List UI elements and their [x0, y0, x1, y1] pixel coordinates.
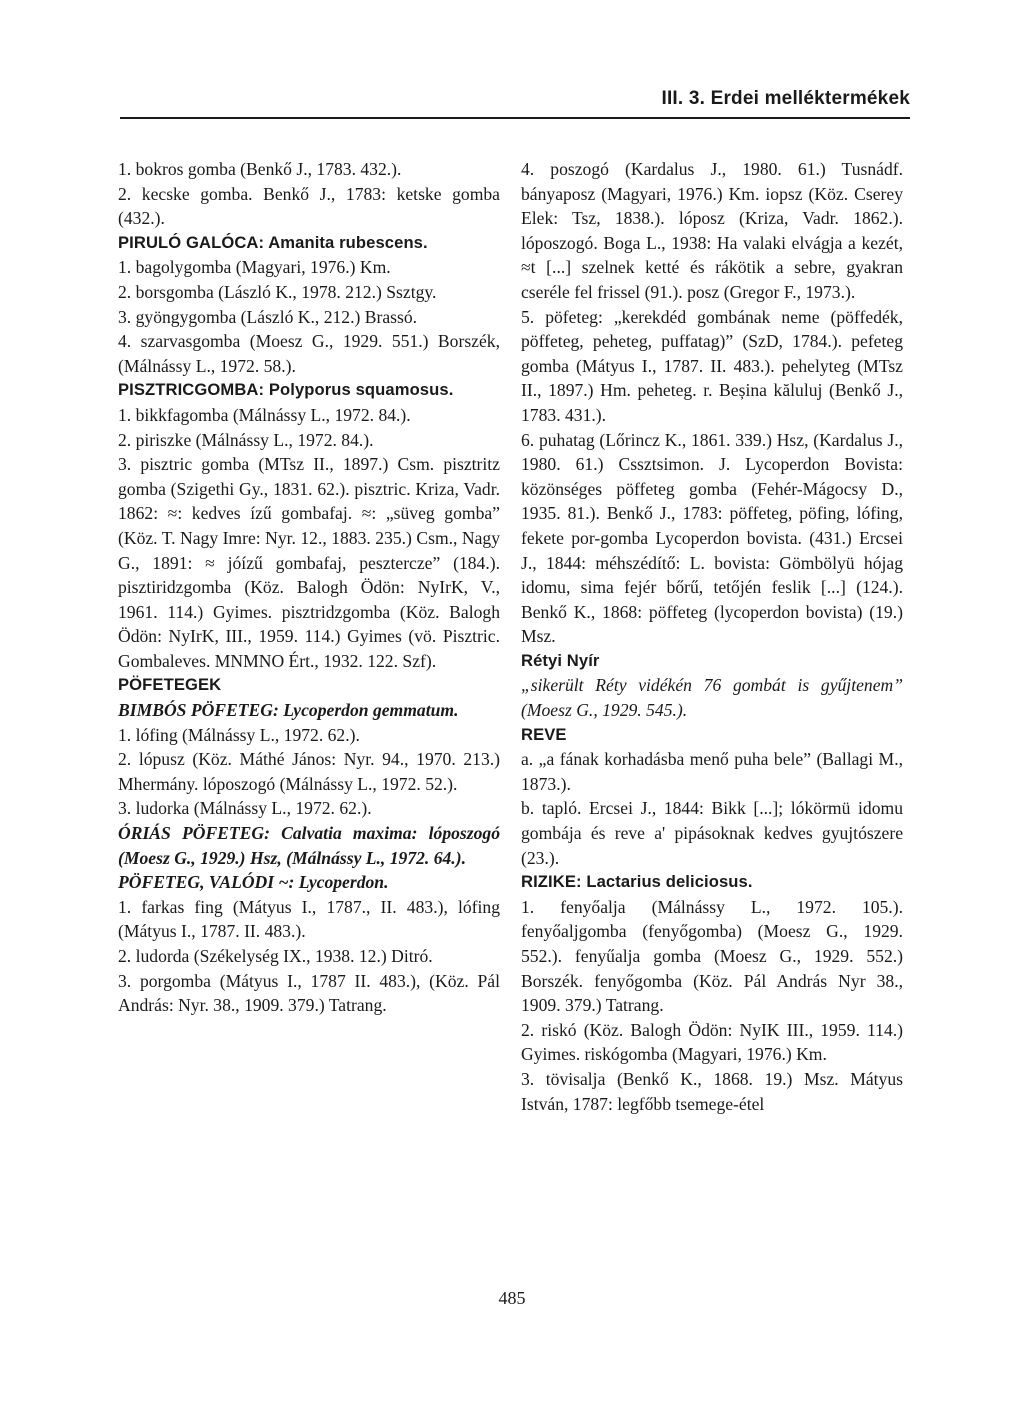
- entry-bokros-gomba: 1. bokros gomba (Benkő J., 1783. 432.).: [118, 159, 402, 179]
- entry-pofeteg: 5. pöfeteg: „kerekdéd gombának neme (pöffedék, pöffeteg, peheteg, puffatag)” (SzD, 1784.). pefeteg gomba (Mátyus I., 1787. II. 483.). pehelyteg (MTsz II., 1897.) Hm. peheteg. r. Beșina kăluluj (Benkő J., 1783. 431.).: [521, 306, 903, 425]
- entry-porgomba: 3. porgomba (Mátyus I., 1787 II. 483.), (Köz. Pál András: Nyr. 38., 1909. 379.) Tatrang.: [118, 970, 500, 1016]
- heading-reve: REVE: [521, 724, 567, 744]
- entry-bikkfagomba: 1. bikkfagomba (Málnássy L., 1972. 84.).: [118, 404, 411, 425]
- entry-piriszke: 2. piriszke (Málnássy L., 1972. 84.).: [118, 429, 374, 450]
- entry-borsgomba: 2. borsgomba (László K., 1978. 212.) Ssztgy.: [118, 281, 437, 302]
- heading-rizike: RIZIKE: Lactarius deliciosus.: [521, 872, 753, 892]
- heading-pisztricgomba: PISZTRICGOMBA: Polyporus squamosus.: [118, 380, 454, 400]
- quote-retyi-nyir: „sikerült Réty vidékén 76 gombát is gyűjtenem” (Moesz G., 1929. 545.).: [521, 675, 903, 721]
- heading-pofeteg-valodi: PÖFETEG, VALÓDI ~: Lycoperdon.: [118, 872, 389, 893]
- running-header: III. 3. Erdei melléktermékek: [661, 88, 910, 109]
- header-rule: [120, 117, 910, 119]
- heading-pirulo-galoca: PIRULÓ GALÓCA: Amanita rubescens.: [118, 232, 428, 252]
- entry-ludorka: 3. ludorka (Málnássy L., 1972. 62.).: [118, 798, 372, 819]
- entry-fenyoalja: 1. fenyőalja (Málnássy L., 1972. 105.). fenyőaljgomba (fenyőgomba) (Moesz G., 1929. 552.). fenyűalja gomba (Moesz G., 1929. 552.) Borszék. fenyőgomba (Köz. Pál András Nyr 38., 1909. 379.) Tatrang.: [521, 896, 903, 1016]
- entry-farkas-fing: 1. farkas fing (Mátyus I., 1787., II. 483.), lófing (Mátyus I., 1787. II. 483.).: [118, 896, 500, 942]
- entry-poszogo: 4. poszogó (Kardalus J., 1980. 61.) Tusnádf. bányaposz (Magyari, 1976.) Km. iopsz (Köz. Cserey Elek: Tsz, 1838.). lóposz (Kriza, Vadr. 1862.). lóposzogó. Boga L., 1938: Ha valaki elvágja a kezét, ≈t [...] szelnek ketté és rákötik a sebre, gyakran cseréle fel frissel (91.). posz (Gregor F., 1973.).: [521, 159, 903, 302]
- entry-lofing: 1. lófing (Málnássy L., 1972. 62.).: [118, 724, 360, 745]
- entry-kecske-gomba: 2. kecske gomba. Benkő J., 1783: ketske gomba (432.).: [118, 183, 500, 229]
- entry-reve-b: b. tapló. Ercsei J., 1844: Bikk [...]; lókörmü idomu gombája és reve a' pipásoknak kedves gyujtószere (23.).: [521, 798, 903, 868]
- page-number: 485: [498, 1288, 526, 1308]
- entry-bagolygomba: 1. bagolygomba (Magyari, 1976.) Km.: [118, 257, 391, 278]
- entry-reve-a: a. „a fának korhadásba menő puha bele” (Ballagi M., 1873.).: [521, 749, 903, 794]
- heading-bimbos-pofeteg: BIMBÓS PÖFETEG: Lycoperdon gemmatum.: [118, 700, 459, 721]
- entry-risko: 2. riskó (Köz. Balogh Ödön: NyIK III., 1959. 114.) Gyimes. riskógomba (Magyari, 1976.) Km.: [521, 1019, 903, 1065]
- heading-orias-pofeteg: ÓRIÁS PÖFETEG: Calvatia maxima: lóposzogó (Moesz G., 1929.) Hsz, (Málnássy L., 1972. 64.).: [118, 823, 500, 868]
- entry-ludorda: 2. ludorda (Székelység IX., 1938. 12.) Ditró.: [118, 946, 433, 966]
- heading-pofetegek: PÖFETEGEK: [118, 675, 222, 695]
- entry-pisztric-gomba: 3. pisztric gomba (MTsz II., 1897.) Csm. pisztritz gomba (Szigethi Gy., 1831. 62.). pisztric. Kriza, Vadr. 1862: ≈: kedves ízű gombafaj. ≈: „süveg gomba” (Köz. T. Nagy Imre: Nyr. 12., 1883. 235.) Csm., Nagy G., 1891: ≈ jóízű gombafaj, peszterczе” (184.). pisztiridzgomba (Köz. Balogh Ödön: NyIrK, V., 1961. 114.) Gyimes. pisztridzgomba (Köz. Balogh Ödön: NyIrK, III., 1959. 114.) Gyimes (vö. Pisztric. Gombaleves. MNMNO Ért., 1932. 122. Szf).: [118, 454, 500, 671]
- entry-lopusz: 2. lópusz (Köz. Máthé János: Nyr. 94., 1970. 213.) Mhermány. lóposzogó (Málnássy L., 1972. 52.).: [118, 749, 500, 794]
- left-column: [118, 157, 500, 1018]
- right-column: [521, 157, 903, 1116]
- entry-gyongygomba: 3. gyöngygomba (László K., 212.) Brassó.: [118, 306, 418, 327]
- heading-retyi-nyir: Rétyi Nyír: [521, 650, 600, 670]
- entry-szarvasgomba: 4. szarvasgomba (Moesz G., 1929. 551.) Borszék, (Málnássy L., 1972. 58.).: [118, 331, 500, 376]
- entry-tovisalja: 3. tövisalja (Benkő K., 1868. 19.) Msz. Mátyus István, 1787: legfőbb tsemege-étel: [521, 1068, 903, 1114]
- entry-puhatag: 6. puhatag (Lőrincz K., 1861. 339.) Hsz, (Kardalus J., 1980. 61.) Cssztsimon. J. Lycoperdon Bovista: közönséges pöffeteg gomba (Fehér-Mágocsy D., 1935. 81.). Benkő J., 1783: pöffeteg, pöfing, lófing, fekete por-gomba Lycoperdon bovista. (431.) Ercsei J., 1844: méhszédítő: L. bovista: Gömbölyü hójag idomu, sima fejér bőrű, tetőjén feslik [...] (124.). Benkő K., 1868: pöffeteg (lycoperdon bovista) (19.) Msz.: [521, 429, 903, 647]
